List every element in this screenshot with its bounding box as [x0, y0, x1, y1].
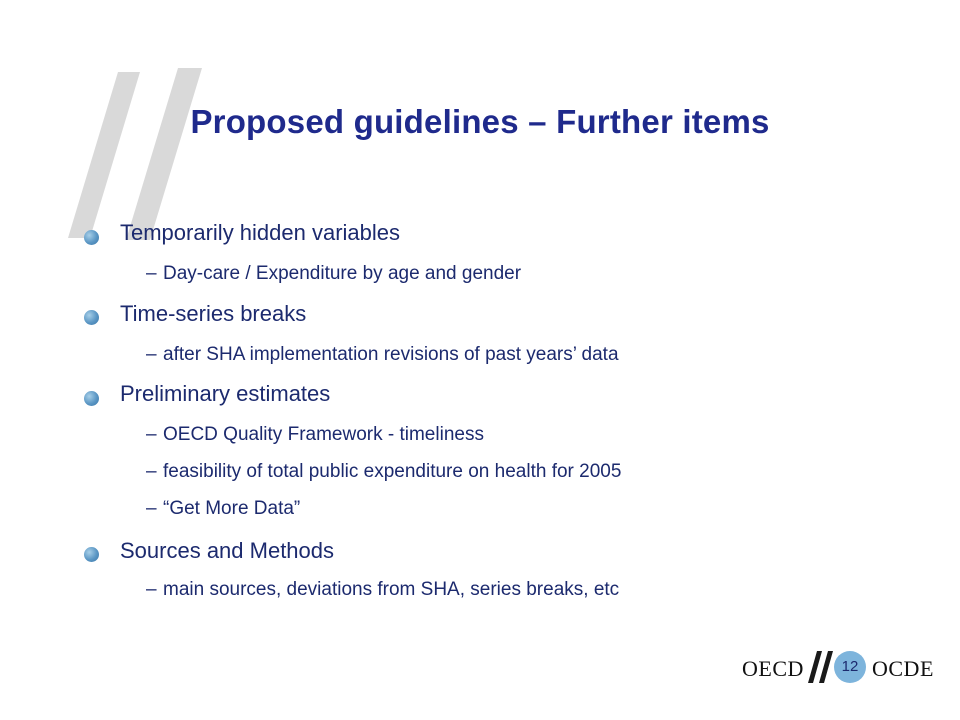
bullet-item: Sources and Methods	[120, 538, 335, 563]
sub-bullet-text: “Get More Data”	[163, 498, 301, 519]
ocde-logo-text: OCDE	[872, 656, 934, 681]
dash-marker: –	[146, 579, 157, 600]
bullet-dot-icon	[84, 230, 99, 245]
page-number-badge: 12	[834, 651, 866, 683]
bullet-item: Temporarily hidden variables	[120, 220, 401, 245]
oecd-footer-logo	[742, 646, 942, 686]
sub-bullet-text: Day-care / Expenditure by age and gender	[163, 263, 522, 284]
bullet-item: Preliminary estimates	[120, 381, 331, 406]
slide-title: Proposed guidelines – Further items	[190, 103, 770, 140]
dash-marker: –	[146, 263, 157, 284]
bullet-item: Time-series breaks	[120, 301, 307, 326]
dash-marker: –	[146, 461, 157, 482]
sub-bullet-text: after SHA implementation revisions of past years’ data	[163, 344, 619, 365]
dash-marker: –	[146, 424, 157, 445]
bullet-dot-icon	[84, 547, 99, 562]
dash-marker: –	[146, 344, 157, 365]
oecd-logo-text: OECD	[742, 656, 804, 681]
dash-marker: –	[146, 498, 157, 519]
bullet-dot-icon	[84, 310, 99, 325]
sub-bullet-text: OECD Quality Framework - timeliness	[163, 424, 484, 445]
sub-bullet-text: main sources, deviations from SHA, series breaks, etc	[163, 579, 620, 600]
bullet-dot-icon	[84, 391, 99, 406]
sub-bullet-text: feasibility of total public expenditure on health for 2005	[163, 461, 622, 482]
